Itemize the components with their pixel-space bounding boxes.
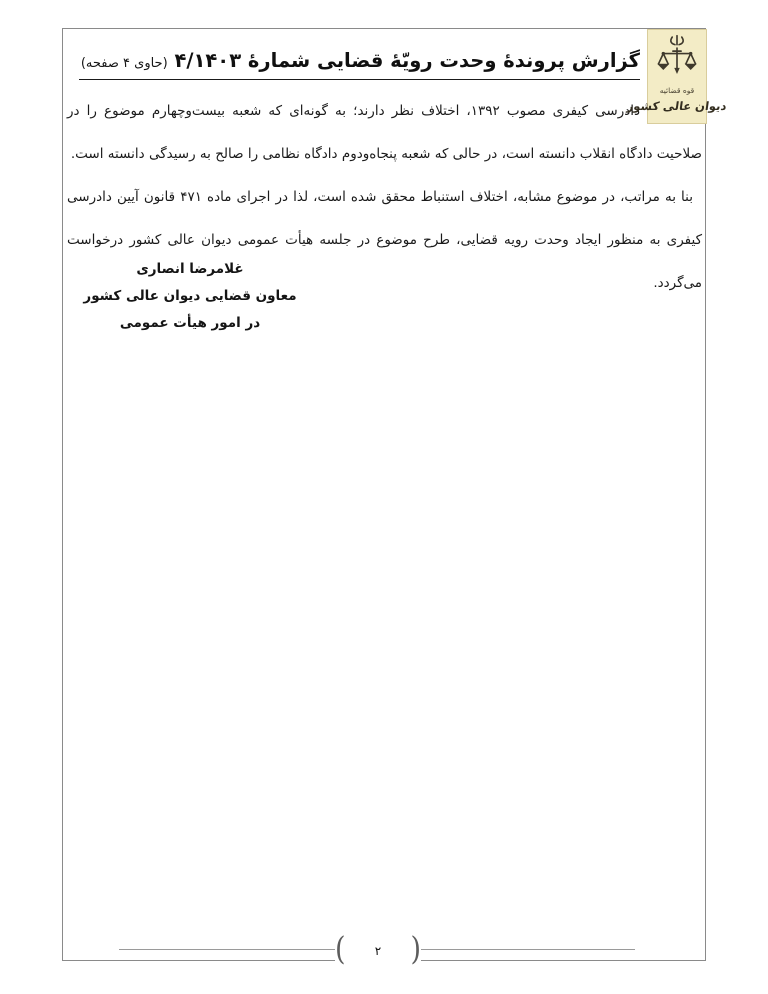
judiciary-logo-box (626, 29, 728, 124)
close-bracket-icon: ) (410, 931, 421, 968)
title-underline (79, 49, 640, 80)
footer-page-indicator (335, 931, 421, 968)
open-bracket-icon: ( (335, 931, 346, 968)
logo-org-line2: دیوان عالی کشور (626, 99, 728, 113)
page-title (65, 29, 706, 79)
signature-role-line1: معاون قضایی دیوان عالی کشور (83, 288, 297, 304)
signature-role-line2: در امور هیأت عمومی (119, 315, 261, 331)
signature-block (70, 256, 310, 337)
scales-of-justice-icon (656, 33, 698, 85)
signature-name: غلامرضا انصاری (136, 261, 244, 277)
page-number: ۲ (374, 944, 382, 958)
title-page-count: (حاوی ۴ صفحه) (80, 56, 168, 71)
paragraph-2: بنا به مراتب، در موضوع مشابه، اختلاف استنباط محقق شده است، لذا در اجرای ماده ۴۷۱ قانون آیین دادرسی کیفری به منظور ایجاد وحدت رویه قضایی، طرح موضوع در جلسه هیأت عمومی دیوان عالی کشور درخواست می‌گردد. (67, 189, 702, 291)
paragraph-1: دادرسی کیفری مصوب ۱۳۹۲، اختلاف نظر دارند؛ به گونه‌ای که شعبه بیست‌وچهارم موضوع را در صلاحیت دادگاه انقلاب دانسته است، در حالی که شعبه پنجاه‌ودوم دادگاه نظامی را صالح به رسیدگی دانسته است. (67, 103, 702, 162)
logo-org-line1: قوه قضائیه (659, 86, 695, 95)
title-text: گزارش پروندۀ وحدت رویّۀ قضایی شمارۀ ۴/۱۴۰۳ (174, 49, 640, 72)
